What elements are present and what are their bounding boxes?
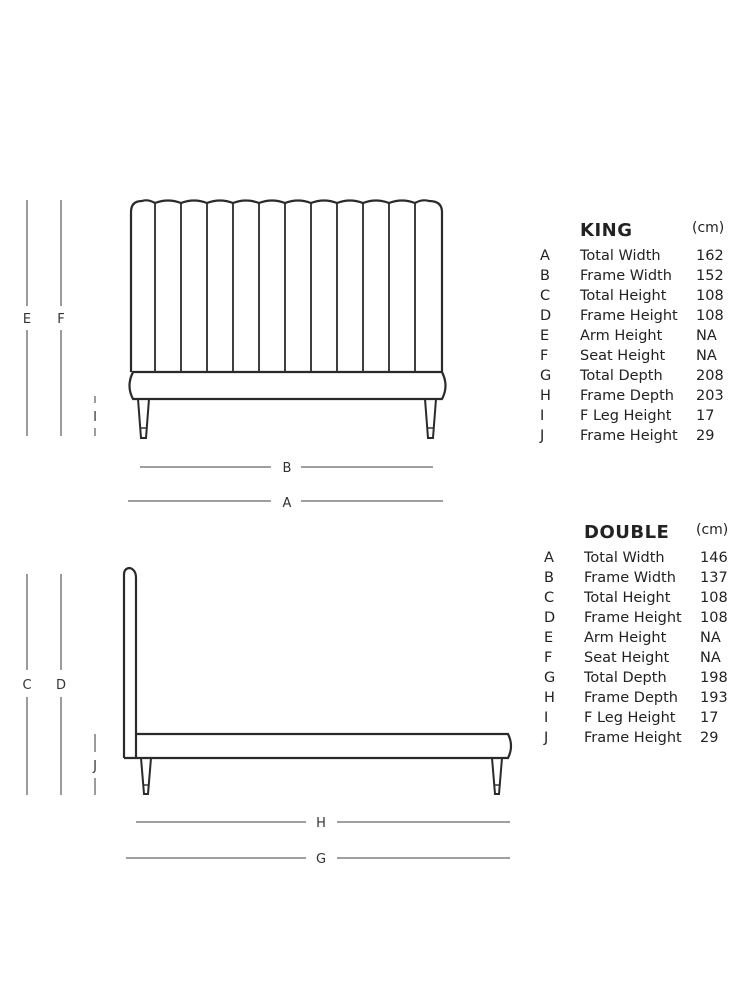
dim-label-b: B [282, 461, 292, 476]
row-name: Total Height [584, 590, 671, 606]
headboard-channels [155, 203, 415, 372]
base-frame [130, 372, 446, 399]
row-name: Arm Height [584, 630, 667, 646]
row-value: 203 [696, 388, 724, 404]
row-name: F Leg Height [584, 710, 676, 726]
row-key: F [544, 650, 553, 666]
king-unit-label: (cm) [692, 220, 725, 236]
dim-label-h: H [316, 816, 326, 831]
row-key: E [544, 630, 554, 646]
leg-right [425, 399, 436, 438]
row-value: 29 [696, 428, 715, 444]
row-key: D [540, 308, 552, 324]
dim-label-c: C [22, 678, 32, 693]
row-name: Frame Height [584, 730, 682, 746]
dim-label-e: E [22, 312, 32, 327]
row-value: 108 [696, 288, 724, 304]
row-value: 146 [700, 550, 728, 566]
dim-label-j: J [93, 759, 97, 774]
row-name: Frame Height [580, 428, 678, 444]
row-name: Arm Height [580, 328, 663, 344]
row-value: NA [696, 348, 717, 364]
leg-left [138, 399, 149, 438]
side-rail [124, 734, 511, 758]
dim-label-f: F [57, 312, 65, 327]
dim-label-a: A [282, 496, 292, 511]
row-key: G [540, 368, 552, 384]
front-view-dimension-lines [27, 200, 443, 501]
row-name: Frame Depth [580, 388, 674, 404]
row-key: I [544, 710, 549, 726]
row-name: Total Depth [580, 368, 663, 384]
row-value: 152 [696, 268, 724, 284]
double-title: DOUBLE [584, 522, 670, 543]
row-value: 108 [696, 308, 724, 324]
row-key: C [544, 590, 555, 606]
row-name: Frame Height [580, 308, 678, 324]
king-spec-table [540, 220, 740, 450]
row-key: I [540, 408, 545, 424]
row-value: 108 [700, 590, 728, 606]
side-view-drawing [124, 568, 511, 794]
row-key: A [540, 248, 550, 264]
row-key: D [544, 610, 556, 626]
row-value: 137 [700, 570, 728, 586]
row-name: Frame Width [584, 570, 676, 586]
row-key: A [544, 550, 554, 566]
row-value: 193 [700, 690, 728, 706]
row-name: Total Height [580, 288, 667, 304]
row-name: Frame Height [584, 610, 682, 626]
row-key: C [540, 288, 551, 304]
headboard-profile [124, 568, 136, 758]
row-value: 162 [696, 248, 724, 264]
dim-label-g: G [315, 852, 327, 867]
dim-label-i: I [93, 410, 97, 425]
front-view-drawing [130, 200, 446, 438]
headboard-outline [131, 200, 442, 372]
row-key: H [540, 388, 551, 404]
dim-label-d: D [55, 678, 67, 693]
row-value: 17 [700, 710, 719, 726]
row-value: NA [696, 328, 717, 344]
row-key: G [544, 670, 556, 686]
row-value: 198 [700, 670, 728, 686]
side-view-dimension-lines [27, 574, 510, 858]
row-name: Seat Height [584, 650, 670, 666]
row-name: Frame Width [580, 268, 672, 284]
row-name: Frame Depth [584, 690, 678, 706]
row-value: NA [700, 650, 721, 666]
row-value: 29 [700, 730, 719, 746]
row-key: J [540, 428, 545, 444]
double-spec-table [544, 522, 744, 752]
row-key: B [544, 570, 554, 586]
row-value: 17 [696, 408, 715, 424]
row-name: Seat Height [580, 348, 666, 364]
row-key: E [540, 328, 550, 344]
king-title: KING [580, 220, 633, 241]
row-key: F [540, 348, 549, 364]
row-value: 208 [696, 368, 724, 384]
side-leg-back [492, 758, 502, 794]
row-name: F Leg Height [580, 408, 672, 424]
row-key: H [544, 690, 555, 706]
row-key: B [540, 268, 550, 284]
row-key: J [544, 730, 549, 746]
double-unit-label: (cm) [696, 522, 729, 538]
row-name: Total Depth [584, 670, 667, 686]
row-name: Total Width [584, 550, 665, 566]
row-name: Total Width [580, 248, 661, 264]
row-value: NA [700, 630, 721, 646]
row-value: 108 [700, 610, 728, 626]
side-leg-front [141, 758, 151, 794]
